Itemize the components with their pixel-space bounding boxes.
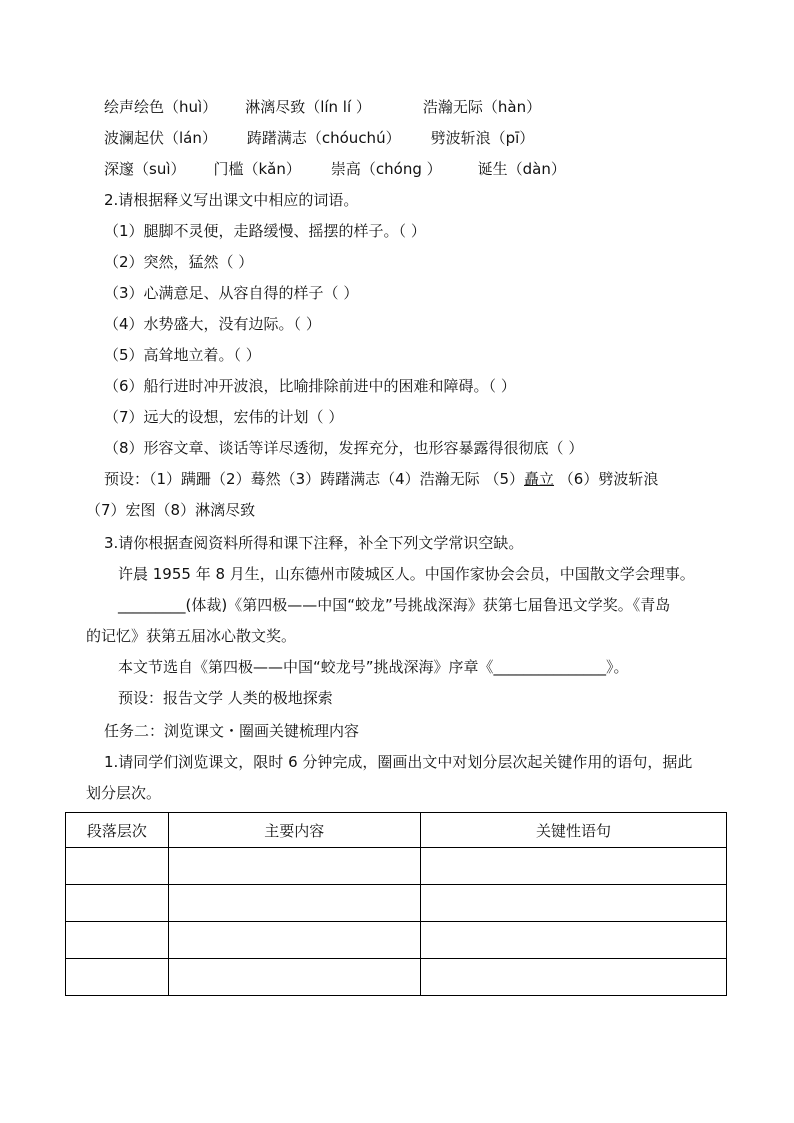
table-row: [66, 885, 727, 922]
pinyin-item: 淋漓尽致（lín lí ）: [245, 98, 371, 116]
header-paragraph-level: 段落层次: [66, 813, 169, 848]
table-cell[interactable]: [168, 848, 420, 885]
answer-underlined-word: 矗立: [524, 470, 555, 488]
table-row: [66, 848, 727, 885]
task-2-question-1b: 划分层次。: [86, 784, 162, 802]
task-2-title: 任务二：浏览课文・圈画关键梳理内容: [104, 722, 360, 740]
pinyin-row-2: [104, 127, 534, 149]
q2-item-6: （6）船行进时冲开波浪，比喻排除前进中的困难和障碍。（ ）: [104, 377, 516, 395]
header-key-sentence: 关键性语句: [420, 813, 726, 848]
table-cell[interactable]: [66, 959, 169, 996]
q2-item-2: （2）突然，猛然（ ）: [104, 253, 254, 271]
table-cell[interactable]: [66, 922, 169, 959]
q2-item-3: （3）心满意足、从容自得的样子（ ）: [104, 284, 359, 302]
pinyin-item: 诞生（dàn）: [477, 160, 566, 178]
answer-text: 预设：（1）蹒跚（2）蓦然（3）踌躇满志（4）浩瀚无际 （5）: [104, 470, 524, 488]
q3-paragraph-2b: 的记忆》获第五届冰心散文奖。: [86, 627, 297, 645]
q2-answer-line-2: （7）宏图（8）淋漓尽致: [86, 501, 256, 519]
table-cell[interactable]: [66, 885, 169, 922]
q3-paragraph-2a: _________(体裁)《第四极——中国“蛟龙”号挑战深海》获第七届鲁迅文学奖。《青岛: [118, 596, 671, 614]
q3-paragraph-1: 许晨 1955 年 8 月生，山东德州市陵城区人。中国作家协会会员，中国散文学会理事。: [118, 565, 695, 583]
question-2-title: 2.请根据释义写出课文中相应的词语。: [104, 191, 359, 209]
table-cell[interactable]: [168, 885, 420, 922]
pinyin-row-1: [104, 96, 541, 118]
layers-table: [65, 812, 727, 996]
pinyin-item: 浩瀚无际（hàn）: [422, 98, 542, 116]
table-row: [66, 922, 727, 959]
table-cell[interactable]: [420, 922, 726, 959]
pinyin-item: 深邃（suì）: [104, 160, 186, 178]
table-cell[interactable]: [420, 848, 726, 885]
pinyin-item: 波澜起伏（lán）: [104, 129, 217, 147]
pinyin-item: 劈波斩浪（pī）: [430, 129, 535, 147]
q2-item-5: （5）高耸地立着。（ ）: [104, 346, 261, 364]
question-3-title: 3.请你根据查阅资料所得和课下注释，补全下列文学常识空缺。: [104, 534, 524, 552]
q3-answer: 预设：报告文学 人类的极地探索: [118, 689, 333, 707]
answer-text: （6）劈波斩浪: [554, 470, 659, 488]
table-cell[interactable]: [168, 922, 420, 959]
q2-item-4: （4）水势盛大，没有边际。（ ）: [104, 315, 321, 333]
pinyin-item: 门槛（kǎn）: [213, 160, 301, 178]
table-cell[interactable]: [420, 885, 726, 922]
q2-answer-line-1: [104, 468, 658, 490]
q2-item-8: （8）形容文章、谈话等详尽透彻，发挥充分，也形容暴露得很彻底（ ）: [104, 439, 584, 457]
table-cell[interactable]: [420, 959, 726, 996]
pinyin-row-3: [104, 158, 566, 180]
q2-item-7: （7）远大的设想，宏伟的计划（ ）: [104, 408, 344, 426]
pinyin-item: 踌躇满志（chóuchú）: [246, 129, 401, 147]
task-2-question-1a: 1.请同学们浏览课文，限时 6 分钟完成，圈画出文中对划分层次起关键作用的语句，据此: [104, 753, 693, 771]
pinyin-item: 绘声绘色（huì）: [104, 98, 218, 116]
table-row: [66, 959, 727, 996]
header-main-content: 主要内容: [168, 813, 420, 848]
table-cell[interactable]: [66, 848, 169, 885]
q3-paragraph-3: 本文节选自《第四极——中国“蛟龙号”挑战深海》序章《_______________》。: [118, 658, 629, 676]
table-cell[interactable]: [168, 959, 420, 996]
pinyin-item: 崇高（chóng ）: [330, 160, 442, 178]
q2-item-1: （1）腿脚不灵便，走路缓慢、摇摆的样子。（ ）: [104, 222, 426, 240]
table-header-row: [66, 813, 727, 848]
